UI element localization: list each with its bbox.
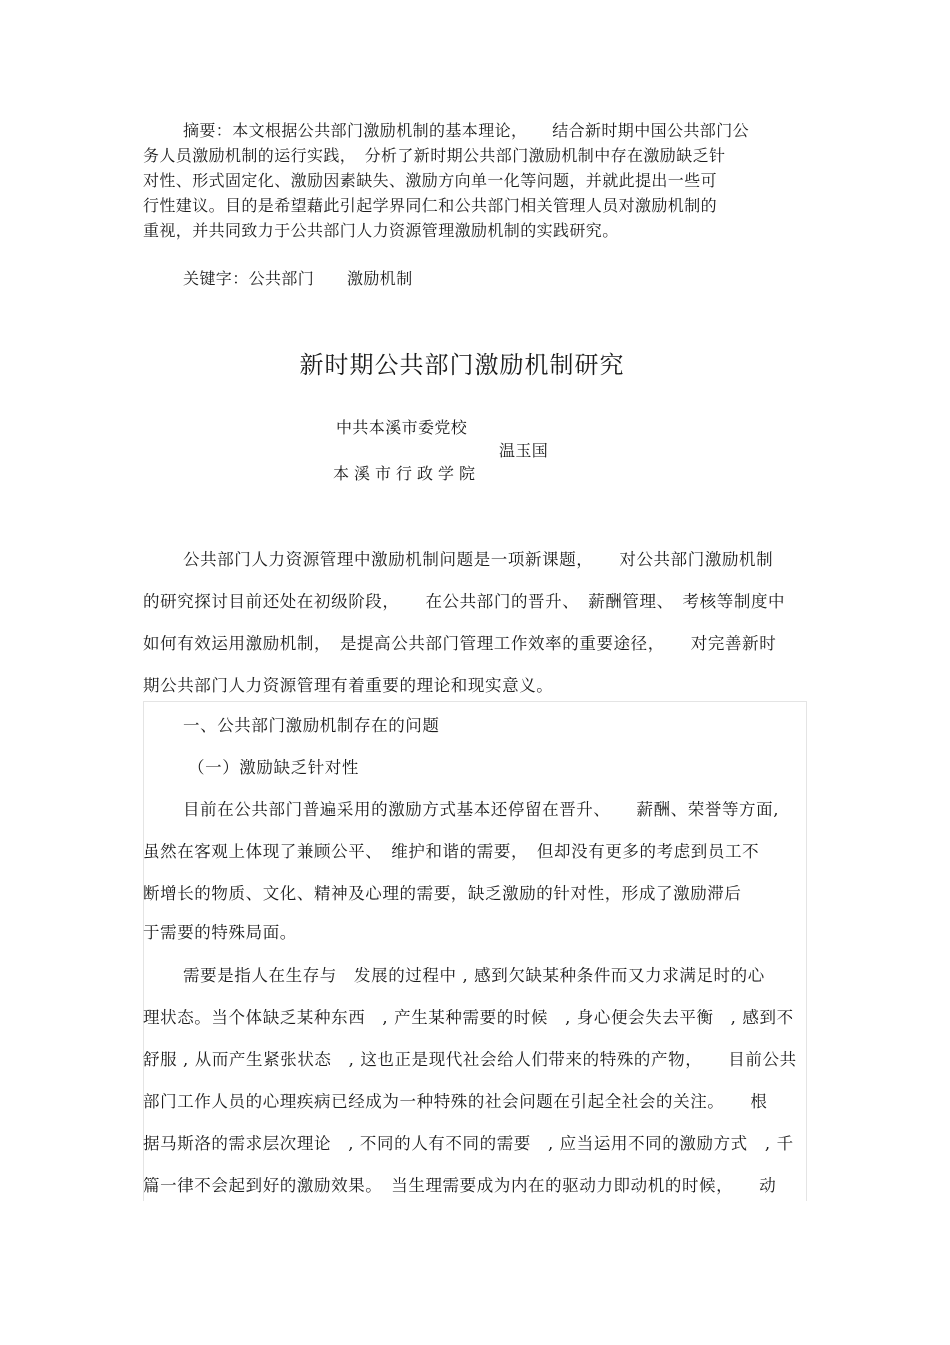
paragraph-line: 舒服 , 从而产生紧张状态 , 这也正是现代社会给人们带来的特殊的产物， 目前公共 bbox=[143, 1050, 797, 1069]
author-name: 温玉国 bbox=[499, 441, 549, 460]
paragraph-line: 篇一律不会起到好的激励效果。 当生理需要成为内在的驱动力即动机的时候， 动 bbox=[143, 1176, 777, 1195]
paragraph-line: 目前在公共部门普遍采用的激励方式基本还停留在晋升、 薪酬、荣誉等方面, bbox=[183, 800, 780, 819]
paragraph-line: 于需要的特殊局面。 bbox=[143, 923, 297, 942]
affiliation-org2: 本溪市行政学院 bbox=[333, 464, 481, 483]
paragraph-line: 虽然在客观上体现了兼顾公平、 维护和谐的需要， 但却没有更多的考虑到员工不 bbox=[143, 842, 760, 861]
paragraph-line: 理状态。当个体缺乏某种东西 , 产生某种需要的时候 , 身心便会失去平衡 , 感到不 bbox=[143, 1008, 794, 1027]
intro-line: 期公共部门人力资源管理有着重要的理论和现实意义。 bbox=[143, 676, 554, 695]
paragraph-line: 断增长的物质、文化、精神及心理的需要，缺乏激励的针对性，形成了激励滞后 bbox=[143, 884, 742, 903]
abstract-line: 行性建议。目的是希望藉此引起学界同仁和公共部门相关管理人员对激励机制的 bbox=[143, 196, 718, 215]
abstract-line: 重视，并共同致力于公共部门人力资源管理激励机制的实践研究。 bbox=[143, 221, 619, 240]
abstract-line: 摘要：本文根据公共部门激励机制的基本理论， 结合新时期中国公共部门公 bbox=[183, 121, 750, 140]
affiliation-org1: 中共本溪市委党校 bbox=[336, 418, 468, 437]
section-subheading: （一）激励缺乏针对性 bbox=[188, 758, 359, 777]
page-title: 新时期公共部门激励机制研究 bbox=[299, 351, 625, 379]
intro-line: 的研究探讨目前还处在初级阶段， 在公共部门的晋升、 薪酬管理、 考核等制度中 bbox=[143, 592, 786, 611]
paragraph-line: 部门工作人员的心理疾病已经成为一种特殊的社会问题在引起全社会的关注。 根 bbox=[143, 1092, 768, 1111]
intro-line: 如何有效运用激励机制， 是提高公共部门管理工作效率的重要途径， 对完善新时 bbox=[143, 634, 777, 653]
keywords: 关键字：公共部门 激励机制 bbox=[183, 269, 413, 288]
paragraph-line: 据马斯洛的需求层次理论 , 不同的人有不同的需要 , 应当运用不同的激励方式 , 千 bbox=[143, 1134, 794, 1153]
section-heading: 一、公共部门激励机制存在的问题 bbox=[183, 716, 440, 735]
abstract-line: 务人员激励机制的运行实践， 分析了新时期公共部门激励机制中存在激励缺乏针 bbox=[143, 146, 726, 165]
abstract-line: 对性、形式固定化、激励因素缺失、激励方向单一化等问题，并就此提出一些可 bbox=[143, 171, 718, 190]
paragraph-line: 需要是指人在生存与 发展的过程中 , 感到欠缺某种条件而又力求满足时的心 bbox=[183, 966, 765, 985]
intro-line: 公共部门人力资源管理中激励机制问题是一项新课题， 对公共部门激励机制 bbox=[183, 550, 774, 569]
